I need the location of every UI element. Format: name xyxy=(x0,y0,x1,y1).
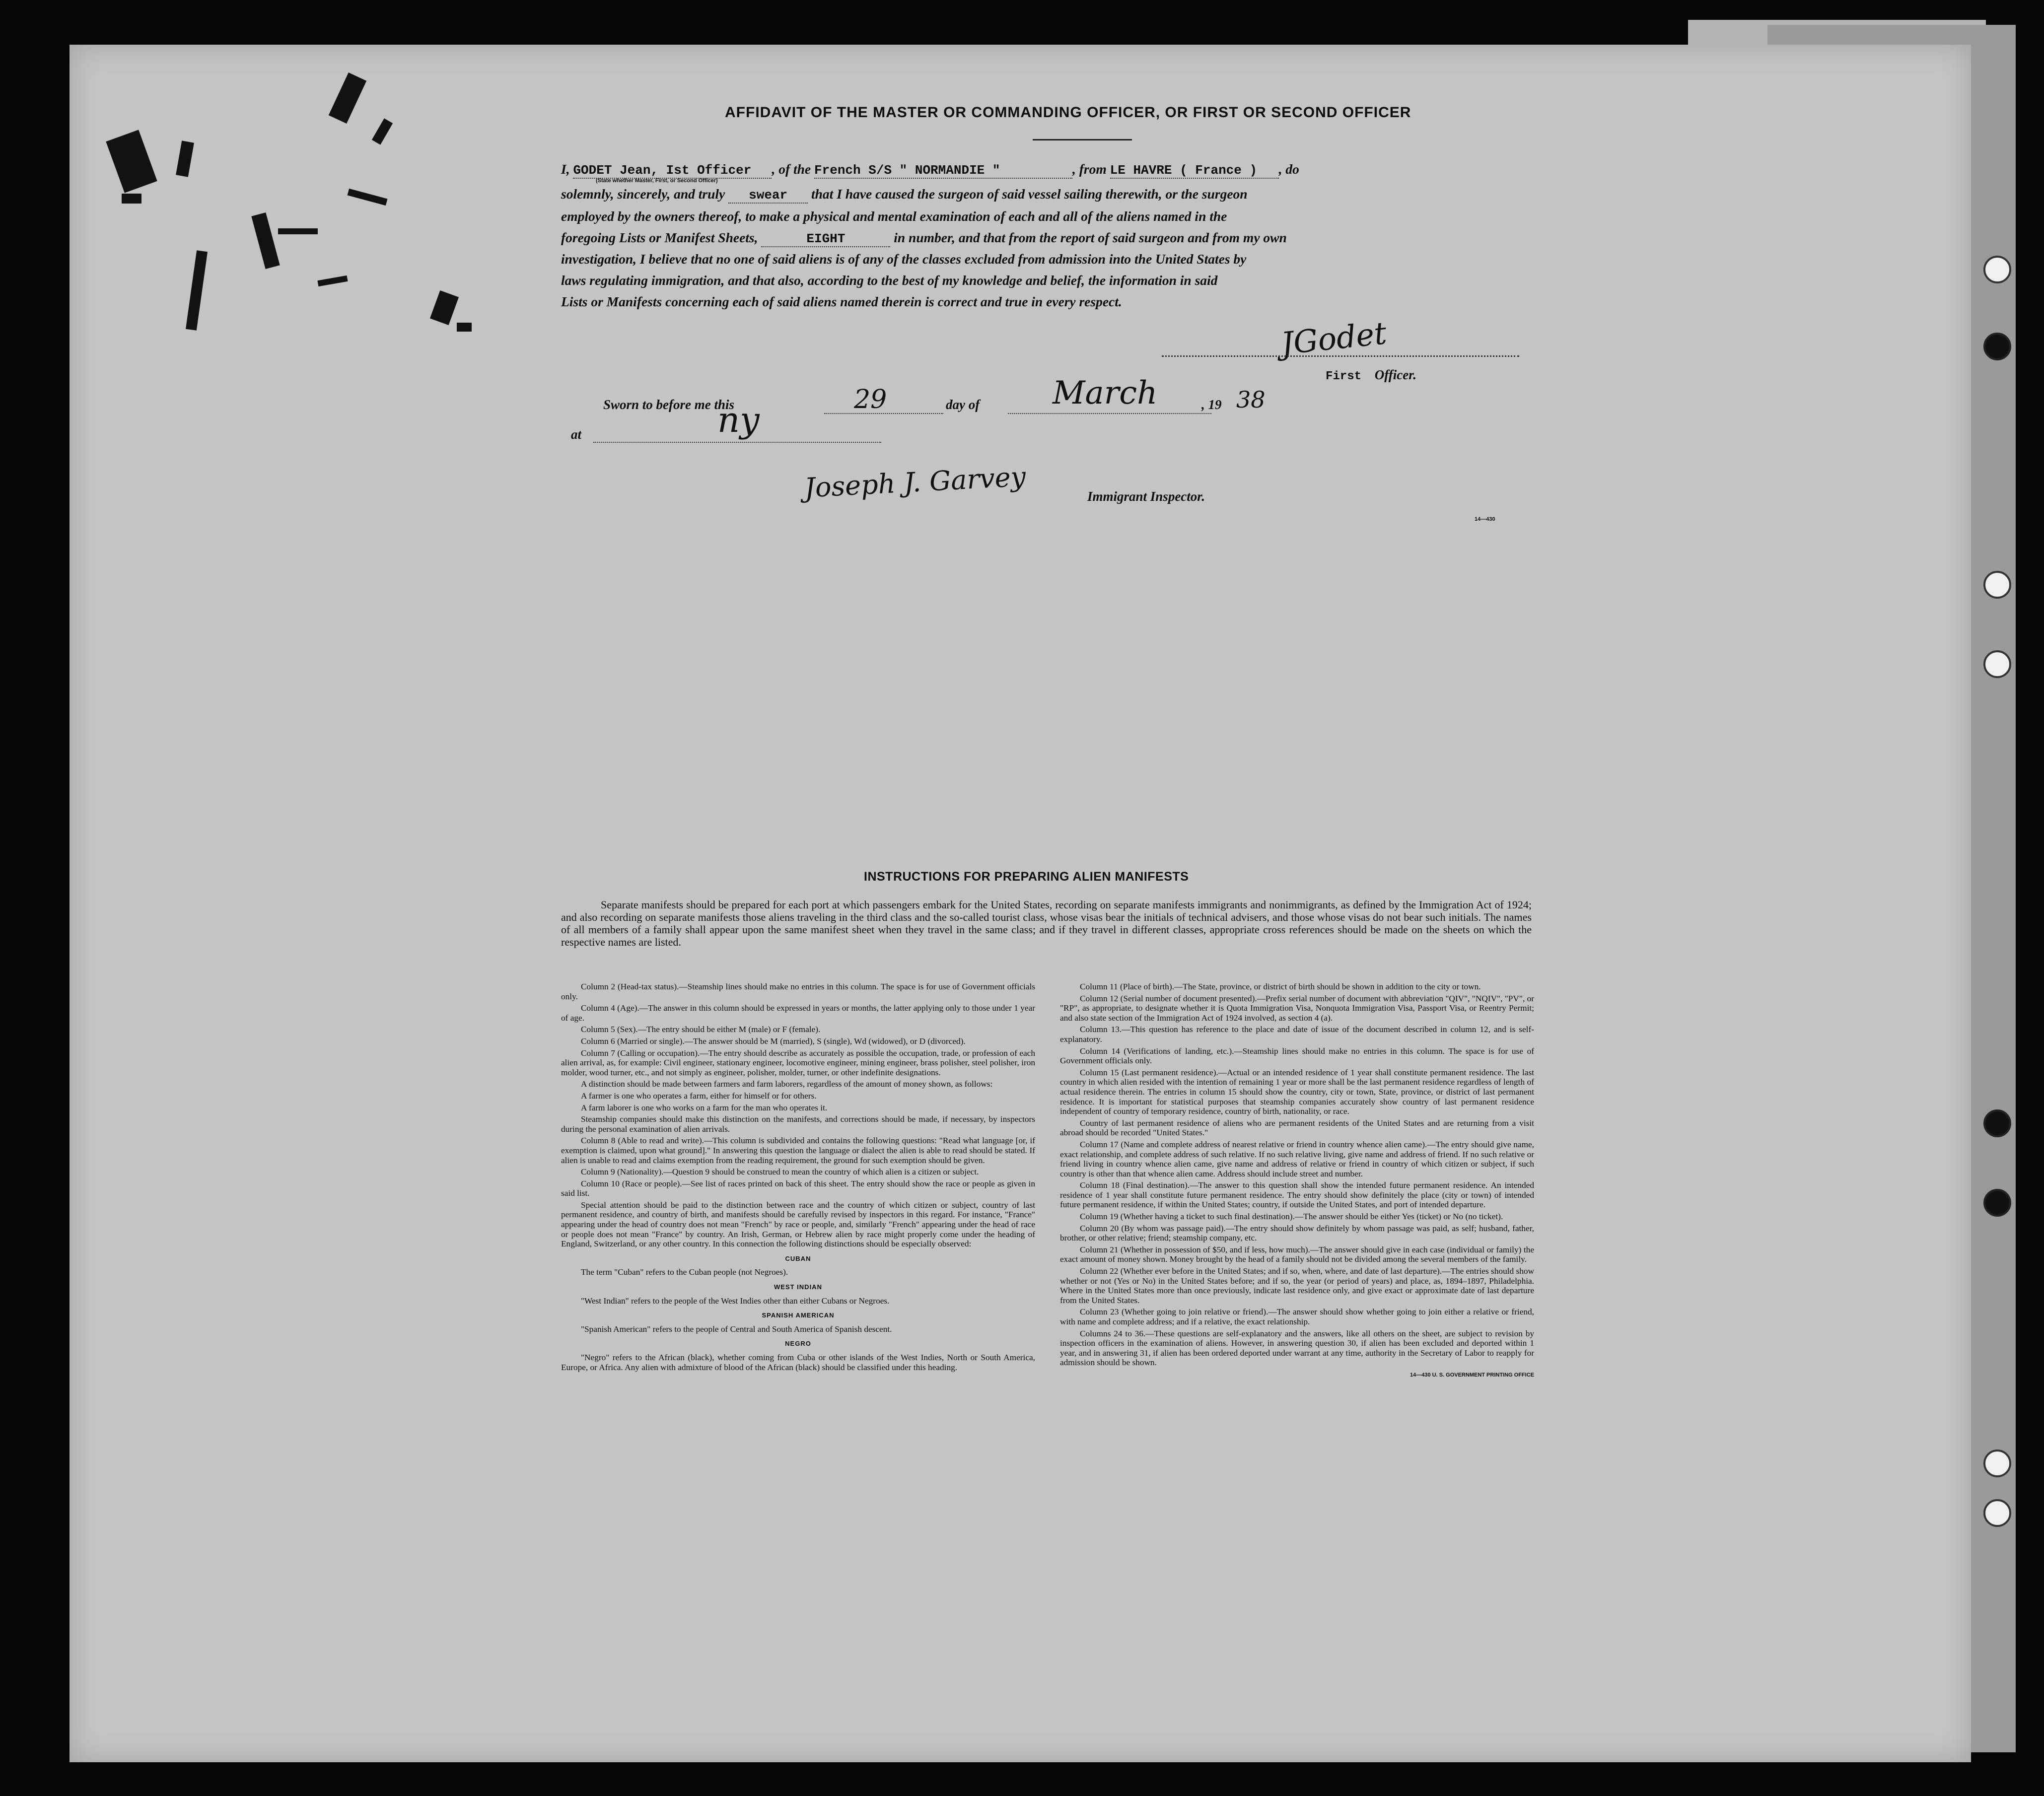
instructions-right-column xyxy=(1060,982,1534,1381)
instruction-paragraph: Column 8 (Able to read and write).—This column is subdivided and contains the following questions: "Read what language [or, if exemption is claimed, upon what ground]." In answering this question the language or dialect the alien is able to read should be stated. If alien is unable to read and claims exemption from the reading requirement, the ground for such exemption should be given. xyxy=(561,1136,1035,1165)
line4-start: foregoing Lists or Manifest Sheets, xyxy=(561,230,758,245)
at-label: at xyxy=(571,427,582,442)
officer-name-field: GODET Jean, Ist Officer xyxy=(573,163,772,179)
instruction-paragraph: Column 23 (Whether going to join relative or friend).—The answer should show whether going to join either a relative or friend, with name and complete address; and if a relative, the exact relationship. xyxy=(1060,1307,1534,1326)
spanish-american-heading: SPANISH AMERICAN xyxy=(762,1312,835,1319)
instruction-paragraph: Column 11 (Place of birth).—The State, province, or district of birth should be shown in addition to the city or town. xyxy=(1080,982,1481,991)
instruction-paragraph: Column 21 (Whether in possession of $50, and if less, how much).—The answer should give in each case (individual or family) the exact amount of money shown. Money brought by the head of a family should not be divided among the several members of the family. xyxy=(1060,1244,1534,1264)
officer-signature: JGodet xyxy=(1279,315,1389,362)
instruction-paragraph: Column 18 (Final destination).—The answer to this question shall show the intended future permanent residence. An intended residence of 1 year shall constitute future permanent residence. The entry should show definitely the place (city or town) of intended future permanent residence, if within the United States; country, if outside the United States, and port of intended departure. xyxy=(1060,1180,1534,1210)
west-indian-heading: WEST INDIAN xyxy=(774,1283,822,1291)
at-place-line xyxy=(593,442,881,443)
affidavit-line-4 xyxy=(561,230,1287,247)
instruction-paragraph: Column 5 (Sex).—The entry should be either M (male) or F (female). xyxy=(581,1025,821,1035)
instruction-paragraph: Column 17 (Name and complete address of nearest relative or friend in country whence alien came).—The entry should give name, exact relationship, and complete address of such relative. If no such relative living, give name and address of friend. If no such relative or friend living in country whence alien came, give name and address of relative or friend in country of which citizen or subject, if such country is other than that whence alien came. Address should include street and number. xyxy=(1060,1139,1534,1178)
line1-prefix: I, xyxy=(561,161,570,177)
instruction-paragraph: Country of last permanent residence of aliens who are permanent residents of the United States and are returning from a visit abroad should be recorded "United States." xyxy=(1060,1118,1534,1138)
instruction-paragraph: Column 19 (Whether having a ticket to such final destination).—The answer should be either Yes (ticket) or No (no ticket). xyxy=(1080,1212,1503,1222)
instruction-paragraph: Column 9 (Nationality).—Question 9 should be construed to mean the country of which alien is a citizen or subject. xyxy=(581,1167,979,1177)
line2-start: solemnly, sincerely, and truly xyxy=(561,186,725,202)
instruction-paragraph: Columns 24 to 36.—These questions are self-explanatory and the answers, like all others on the sheet, are subject to revision by inspection officers in the examination of aliens. However, in answering question 30, if alien has been excluded and deported within 1 year, and in answering 31, if alien has been ordered deported under warrant at any time, authority in the Secretary of Labor to reapply for admission should be shown. xyxy=(1060,1328,1534,1368)
cuban-heading: CUBAN xyxy=(785,1254,811,1262)
affidavit-line-5: investigation, I believe that no one of said aliens is of any of the classes excluded from admission into the United States by xyxy=(561,251,1247,267)
sworn-place: ny xyxy=(717,400,760,440)
departure-port-field: LE HAVRE ( France ) xyxy=(1110,163,1279,179)
instruction-paragraph: Column 13.—This question has reference to the place and date of issue of the document described in column 12, and is self-explanatory. xyxy=(1060,1025,1534,1044)
negro-heading: NEGRO xyxy=(785,1340,811,1348)
form-code: 14—430 xyxy=(1475,516,1495,522)
printer-imprint: 14—430 U. S. GOVERNMENT PRINTING OFFICE xyxy=(1410,1372,1534,1378)
instruction-paragraph: A farm laborer is one who works on a farm for the man who operates it. xyxy=(581,1103,828,1112)
instruction-paragraph: Column 10 (Race or people).—See list of races printed on back of this sheet. The entry should show the race or people as given in said list. xyxy=(561,1178,1035,1198)
instruction-paragraph: A distinction should be made between farmers and farm laborers, regardless of the amount of money shown, as follows: xyxy=(581,1079,993,1089)
title-rule xyxy=(1033,139,1132,140)
sworn-month: March xyxy=(1053,375,1158,412)
year-prefix: , 19 xyxy=(1201,397,1222,412)
affidavit-line-2 xyxy=(561,186,1248,204)
affidavit-line-3: employed by the owners thereof, to make a physical and mental examination of each and all of the aliens named in the xyxy=(561,208,1227,224)
instructions-title: INSTRUCTIONS FOR PREPARING ALIEN MANIFESTS xyxy=(864,870,1189,884)
officer-rank: First xyxy=(1326,370,1362,383)
sworn-line xyxy=(603,397,734,413)
rank-note: (State whether Master, First, or Second Officer) xyxy=(596,178,718,184)
affidavit-line-7: Lists or Manifests concerning each of said aliens named therein is correct and true in every respect. xyxy=(561,294,1122,309)
affidavit-line-1 xyxy=(561,161,1299,179)
sheet-count-field: EIGHT xyxy=(761,231,890,247)
instruction-paragraph: A farmer is one who operates a farm, either for himself or for others. xyxy=(581,1091,817,1101)
affidavit-title: AFFIDAVIT OF THE MASTER OR COMMANDING OFFICER, OR FIRST OR SECOND OFFICER xyxy=(725,104,1411,121)
instruction-paragraph: Special attention should be paid to the distinction between race and the country of which citizen or subject, country of last permanent residence, and country of birth, and manifests should be carefully revised by inspectors in this regard. For instance, "France" appearing under the head of country does not mean "French" by race or people, and, similarly "French" appearing under the head of race or people does not mean "France" by country. An Irish, German, or Hebrew alien by race might properly come under the heading of England, Switzerland, or any other country. In this connection the following distinctions should be especially observed: xyxy=(561,1200,1035,1249)
west-indian-definition: "West Indian" refers to the people of the West Indies other than either Cubans or Negroes. xyxy=(581,1296,890,1306)
instruction-paragraph: Column 2 (Head-tax status).—Steamship lines should make no entries in this column. The space is for use of Government officials only. xyxy=(561,982,1035,1001)
instruction-paragraph: Column 7 (Calling or occupation).—The entry should describe as accurately as possible the occupation, trade, or profession of each alien arrival, as, for example: Civil engineer, stationary engineer, locomotive engineer, mining engineer, brass polisher, steel polisher, iron molder, wood turner, etc., and not simply as engineer, polisher, molder, turner, or other indefinite designations. xyxy=(561,1048,1035,1077)
sworn-text: Sworn to before me this xyxy=(603,397,735,412)
instruction-paragraph: Column 14 (Verifications of landing, etc.).—Steamship lines should make no entries in this column. The space is for use of Government officials only. xyxy=(1060,1046,1534,1066)
sworn-year: 38 xyxy=(1236,386,1266,413)
line1-do: , do xyxy=(1278,161,1299,177)
officer-signature-line xyxy=(1162,355,1519,357)
officer-rank-line xyxy=(1326,367,1416,383)
line1-from: , from xyxy=(1072,161,1107,177)
line4-end: in number, and that from the report of said surgeon and from my own xyxy=(894,230,1287,245)
instruction-paragraph: Column 12 (Serial number of document presented).—Prefix serial number of document with abbreviation "QIV", "NQIV", "PV", or "RP", as appropriate, to designate whether it is Quota Immigration Visa, Nonquota Immigration Visa, Passport Visa, or Reentry Permit; and also state section of the Immigration Act of 1924 involved, as section 4 (a). xyxy=(1060,993,1534,1023)
vessel-field: French S/S " NORMANDIE " xyxy=(814,163,1072,179)
sworn-day: 29 xyxy=(854,385,887,414)
instruction-paragraph: Column 22 (Whether ever before in the United States; and if so, when, where, and date of last departure).—The entries should show whether or not (Yes or No) in the United States before; and if so, the year (or period of years) and place, as, 1894–1897, Philadelphia. Where in the United States more than once previously, indicate last residence only, and give exact or approximate date of last departure from the United States. xyxy=(1060,1266,1534,1305)
affidavit-line-6: laws regulating immigration, and that also, according to the best of my knowledge and belief, the information in said xyxy=(561,273,1218,288)
inspector-signature: Joseph J. Garvey xyxy=(803,461,1027,504)
instruction-paragraph: Column 20 (By whom was passage paid).—The entry should show definitely by whom passage was paid, as self; husband, father, brother, or other relative; friend; steamship company, etc. xyxy=(1060,1223,1534,1243)
line2-end: that I have caused the surgeon of said vessel sailing therewith, or the surgeon xyxy=(811,186,1248,202)
oath-field: swear xyxy=(728,188,808,204)
spanish-american-definition: "Spanish American" refers to the people of Central and South America of Spanish descent. xyxy=(581,1324,892,1334)
cuban-definition: The term "Cuban" refers to the Cuban people (not Negroes). xyxy=(581,1267,788,1277)
sworn-month-line xyxy=(1008,413,1211,414)
line1-of: , of the xyxy=(772,161,811,177)
inspector-label: Immigrant Inspector. xyxy=(1087,489,1205,504)
instructions-left-column xyxy=(561,982,1035,1374)
officer-label: Officer. xyxy=(1374,367,1416,382)
instruction-paragraph: Steamship companies should make this distinction on the manifests, and corrections should be made, if necessary, by inspectors during the personal examination of alien arrivals. xyxy=(561,1114,1035,1134)
negro-definition: "Negro" refers to the African (black), whether coming from Cuba or other islands of the West Indies, North or South America, Europe, or Africa. Any alien with admixture of blood of the African (black) should be classified under this heading. xyxy=(561,1353,1035,1372)
instruction-paragraph: Column 15 (Last permanent residence).—Actual or an intended residence of 1 year shall constitute permanent residence. The last country in which alien resided with the intention of remaining 1 year or more shall be the last permanent residence regardless of length of actual residence therein. The entries in column 15 should show the country, city or town, State, province, or district of last permanent residence. It is important for statistical purposes that steamship companies accurately show country of last permanent residence independent of country of temporary residence, country of birth, nationality, or race. xyxy=(1060,1067,1534,1116)
day-of-label: day of xyxy=(946,397,980,412)
instructions-intro: Separate manifests should be prepared for each port at which passengers embark for the United States, recording on separate manifests immigrants and nonimmigrants, as defined by the Immigration Act of 1924; and also recording on separate manifests those aliens traveling in the third class and the so-called tourist class, whose visas bear the initials of technical advisers, and those whose visas do not bear such initials. The names of all members of a family shall appear upon the same manifest sheet when they travel in the same class; and if they travel in different classes, appropriate cross references should be made on the sheets on which the respective names are listed. xyxy=(561,898,1532,948)
instruction-paragraph: Column 6 (Married or single).—The answer should be M (married), S (single), Wd (widowed), or D (divorced). xyxy=(581,1036,966,1046)
instruction-paragraph: Column 4 (Age).—The answer in this column should be expressed in years or months, the latter applying only to those under 1 year of age. xyxy=(561,1003,1035,1023)
